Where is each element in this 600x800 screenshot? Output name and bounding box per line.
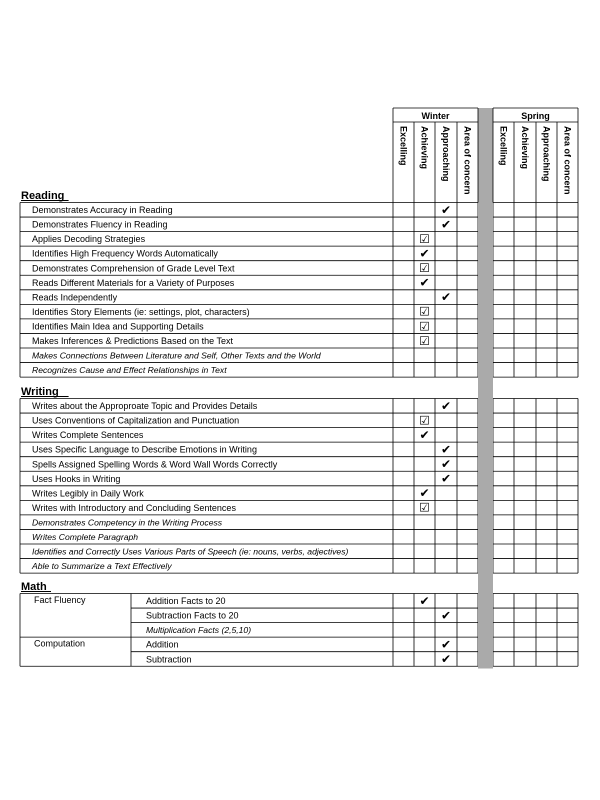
checked-box-mark: ☑ xyxy=(419,500,430,515)
spring-col-approaching: Approaching xyxy=(541,126,552,182)
spring-label: Spring xyxy=(521,111,550,121)
math-row-label: Subtraction xyxy=(146,654,192,665)
check-mark: ✔ xyxy=(440,442,452,457)
winter-col-area-of-concern: Area of concern xyxy=(462,126,473,195)
writing-row-label: Uses Conventions of Capitalization and Punctuation xyxy=(32,415,240,426)
math-section-title: Math xyxy=(21,581,47,593)
reading-row-label: Recognizes Cause and Effect Relationships in Text xyxy=(32,365,227,376)
table-body xyxy=(21,190,451,666)
check-mark: ✔ xyxy=(440,652,452,667)
winter-label: Winter xyxy=(421,111,450,121)
check-mark: ✔ xyxy=(440,457,452,472)
checked-box-mark: ☑ xyxy=(419,304,430,319)
reading-row-label: Demonstrates Accuracy in Reading xyxy=(32,205,173,216)
check-mark: ✔ xyxy=(440,217,452,232)
writing-row-label: Identifies and Correctly Uses Various Parts of Speech (ie: nouns, verbs, adjectives) xyxy=(32,546,349,557)
reading-section-title: Reading xyxy=(21,190,65,202)
checked-box-mark: ☑ xyxy=(419,261,430,276)
spring-col-area-of-concern: Area of concern xyxy=(562,126,573,195)
writing-row-label: Spells Assigned Spelling Words & Word Wall Words Correctly xyxy=(32,459,278,470)
check-mark: ✔ xyxy=(440,608,452,623)
reading-row-label: Demonstrates Fluency in Reading xyxy=(32,219,168,230)
winter-col-excelling: Excelling xyxy=(398,126,409,166)
checked-box-mark: ☑ xyxy=(419,319,430,334)
writing-section-title: Writing xyxy=(21,386,59,398)
check-mark: ✔ xyxy=(419,427,430,442)
check-mark: ✔ xyxy=(419,593,430,608)
winter-col-achieving: Achieving xyxy=(419,126,430,170)
math-row-label: Addition xyxy=(146,639,179,650)
writing-row-label: Writes about the Approproate Topic and Provides Details xyxy=(32,401,258,412)
reading-row-label: Makes Connections Between Literature and Self, Other Texts and the World xyxy=(32,350,321,361)
math-row-label: Multiplication Facts (2,5,10) xyxy=(146,625,252,636)
reading-row-label: Reads Independently xyxy=(32,292,118,303)
check-mark: ✔ xyxy=(440,290,452,305)
checked-box-mark: ☑ xyxy=(419,413,430,428)
checked-box-mark: ☑ xyxy=(419,333,430,348)
winter-col-approaching: Approaching xyxy=(441,126,451,182)
season-divider-bar xyxy=(478,108,493,669)
reading-row-label: Makes Inferences & Predictions Based on the Text xyxy=(32,336,233,346)
check-mark: ✔ xyxy=(440,202,452,217)
reading-row-label: Reads Different Materials for a Variety of Purposes xyxy=(32,277,235,288)
check-mark: ✔ xyxy=(440,471,452,486)
check-mark: ✔ xyxy=(419,486,430,501)
writing-row-label: Demonstrates Competency in the Writing Process xyxy=(32,517,223,528)
writing-row-label: Writes Complete Sentences xyxy=(32,430,144,441)
reading-row-label: Identifies Story Elements (ie: settings, plot, characters) xyxy=(32,306,250,317)
check-mark: ✔ xyxy=(440,398,452,413)
writing-row-label: Uses Specific Language to Describe Emotions in Writing xyxy=(32,444,257,455)
spring-col-excelling: Excelling xyxy=(498,126,509,166)
reading-row-label: Demonstrates Comprehension of Grade Level Text xyxy=(32,263,235,274)
math-group-label: Fact Fluency xyxy=(34,595,86,606)
checked-box-mark: ☑ xyxy=(419,231,430,246)
reading-row-label: Identifies High Frequency Words Automatically xyxy=(32,248,218,259)
math-row-label: Addition Facts to 20 xyxy=(146,596,226,607)
writing-row-label: Uses Hooks in Writing xyxy=(32,473,121,484)
reading-row-label: Identifies Main Idea and Supporting Details xyxy=(32,321,204,332)
math-group-label: Computation xyxy=(34,638,86,649)
writing-row-label: Writes Complete Paragraph xyxy=(32,532,139,542)
check-mark: ✔ xyxy=(440,637,452,652)
spring-col-achieving: Achieving xyxy=(520,126,530,170)
writing-row-label: Able to Summarize a Text Effectively xyxy=(32,561,172,572)
report-grid xyxy=(20,108,578,669)
check-mark: ✔ xyxy=(419,275,430,290)
writing-row-label: Writes Legibly in Daily Work xyxy=(32,488,144,499)
writing-row-label: Writes with Introductory and Concluding Sentences xyxy=(32,502,236,513)
reading-row-label: Applies Decoding Strategies xyxy=(32,234,146,245)
math-row-label: Subtraction Facts to 20 xyxy=(146,610,239,621)
check-mark: ✔ xyxy=(419,246,430,261)
